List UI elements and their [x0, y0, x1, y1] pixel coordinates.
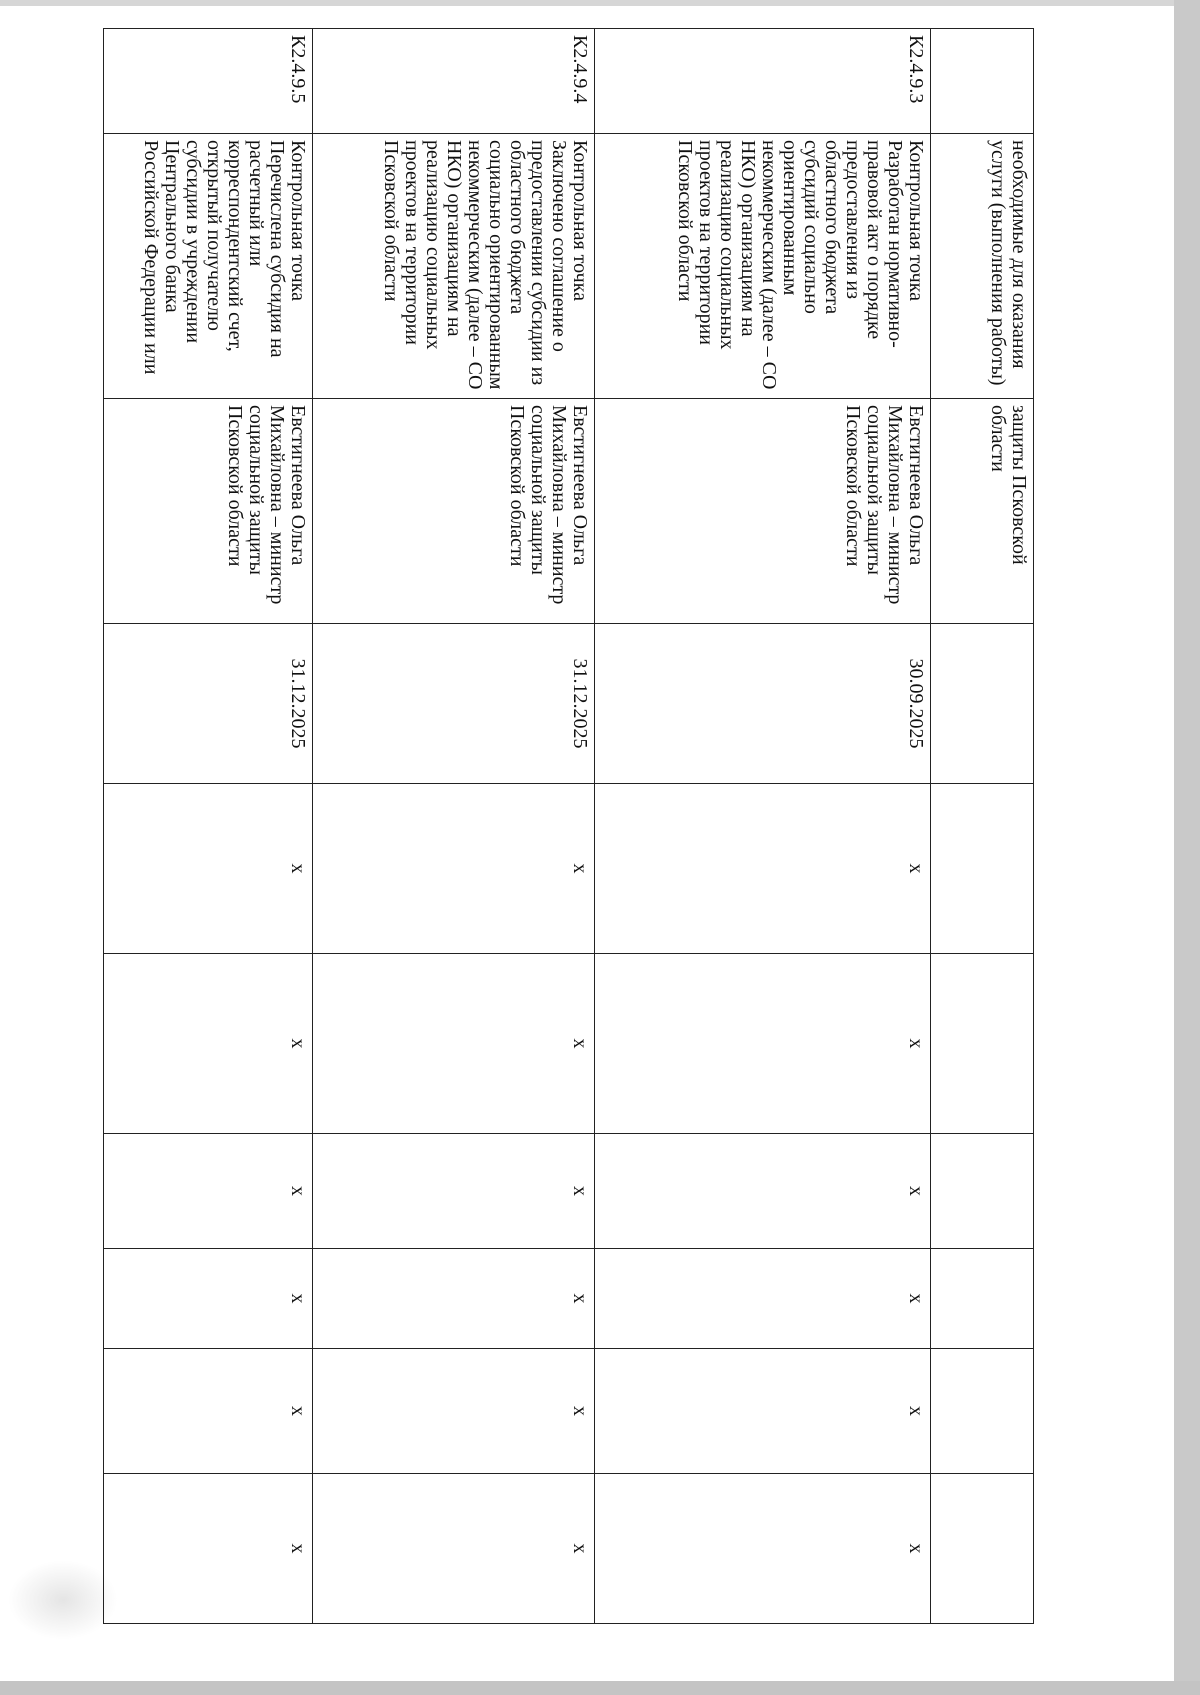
row-date: 31.12.2025: [313, 624, 595, 784]
row-cell: x: [595, 1134, 931, 1249]
scan-edge-bottom: [0, 1681, 1200, 1695]
control-points-table: [103, 28, 1034, 1624]
row-code: [931, 29, 1034, 134]
row-cell: x: [104, 1249, 313, 1349]
row-cell: x: [595, 784, 931, 954]
row-cell: x: [595, 954, 931, 1134]
scan-edge-right: [1174, 0, 1200, 1695]
row-name: Контрольная точка Перечислена субсидия на расчетный или корреспондентский счет, открытый получателю субсидии в учреждении Центрального банка Российской Федерации или: [104, 134, 313, 399]
stamp-imprint: [8, 1560, 118, 1640]
table-row: [595, 29, 931, 1624]
row-cell: [931, 1249, 1034, 1349]
row-name: Контрольная точка Разработан нормативно-правовой акт о порядке предоставления из областного бюджета субсидий социально ориентированным некоммерческим (далее – СО НКО) организациям на реализацию социальных проектов на территории Псковской области: [595, 134, 931, 399]
row-cell: x: [313, 1249, 595, 1349]
row-cell: x: [313, 1349, 595, 1474]
row-cell: x: [104, 784, 313, 954]
row-name: необходимые для оказания услуги (выполнения работы): [931, 134, 1034, 399]
row-cell: x: [313, 1134, 595, 1249]
row-cell: x: [595, 1249, 931, 1349]
table-row: [931, 29, 1034, 1624]
row-cell: x: [595, 1349, 931, 1474]
row-cell: [931, 1349, 1034, 1474]
row-responsible: защиты Псковской области: [931, 399, 1034, 624]
row-cell: x: [313, 1474, 595, 1624]
row-date: [931, 624, 1034, 784]
row-cell: x: [104, 954, 313, 1134]
row-responsible: Евстигнеева Ольга Михайловна – министр социальной защиты Псковской области: [104, 399, 313, 624]
row-code: К2.4.9.5: [104, 29, 313, 134]
rotated-page: [104, 28, 1034, 1623]
row-responsible: Евстигнеева Ольга Михайловна – министр социальной защиты Псковской области: [595, 399, 931, 624]
row-code: К2.4.9.4: [313, 29, 595, 134]
scan-edge-top: [0, 0, 1200, 6]
row-cell: [931, 784, 1034, 954]
row-cell: x: [104, 1349, 313, 1474]
row-cell: [931, 1134, 1034, 1249]
row-cell: x: [313, 784, 595, 954]
row-cell: x: [595, 1474, 931, 1624]
row-cell: x: [313, 954, 595, 1134]
row-code: К2.4.9.3: [595, 29, 931, 134]
row-cell: x: [104, 1474, 313, 1624]
row-cell: [931, 1474, 1034, 1624]
row-date: 30.09.2025: [595, 624, 931, 784]
table-row: [104, 29, 313, 1624]
row-responsible: Евстигнеева Ольга Михайловна – министр социальной защиты Псковской области: [313, 399, 595, 624]
row-date: 31.12.2025: [104, 624, 313, 784]
table-row: [313, 29, 595, 1624]
row-name: Контрольная точка Заключено соглашение о предоставлении субсидии из областного бюджета социально ориентированным некоммерческим (далее – СО НКО) организациям на реализацию социальных проектов на территории Псковской области: [313, 134, 595, 399]
row-cell: [931, 954, 1034, 1134]
row-cell: x: [104, 1134, 313, 1249]
